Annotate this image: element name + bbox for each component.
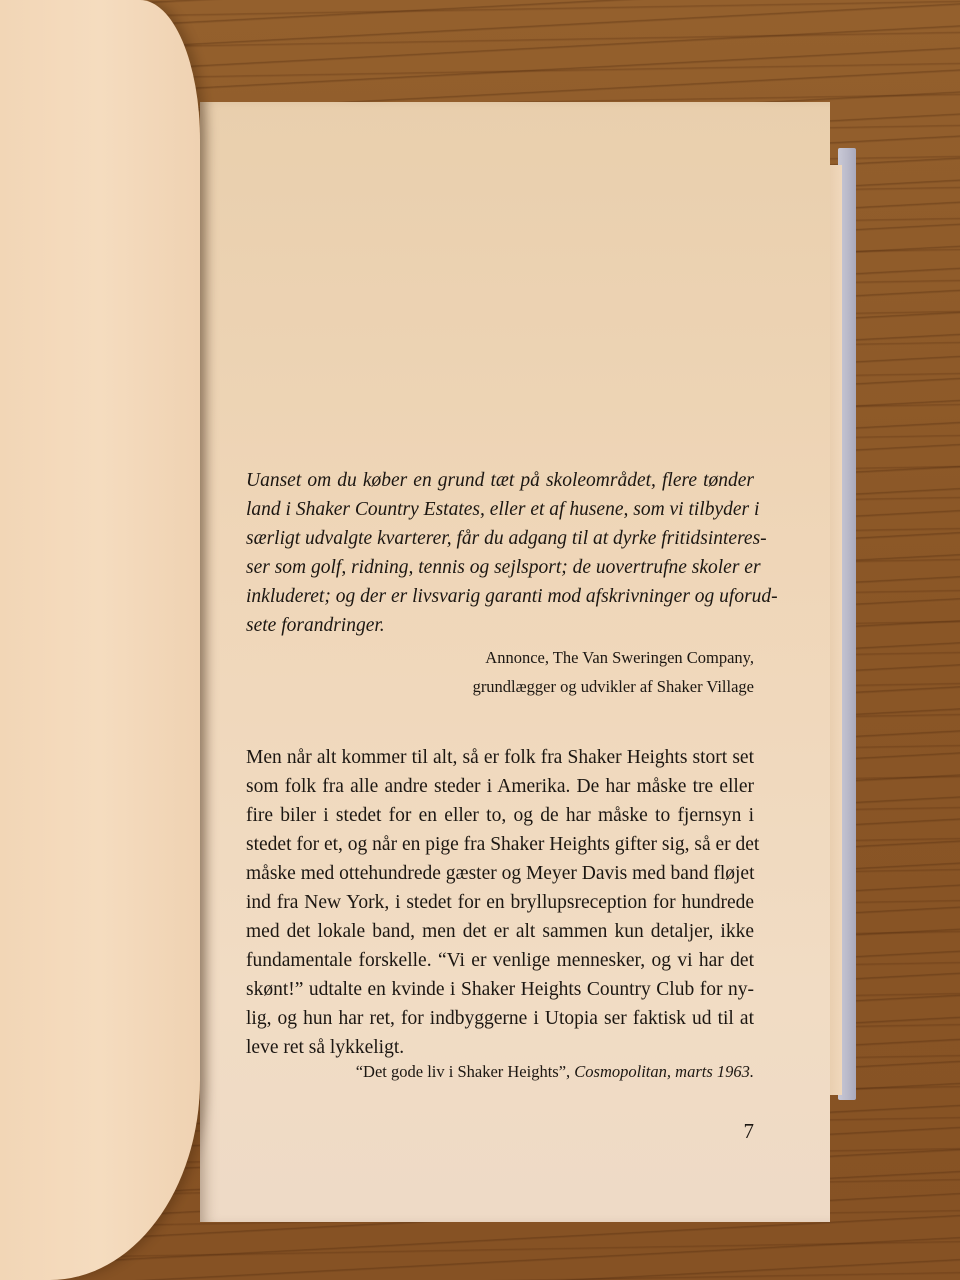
body-line: måske med ottehundrede gæster og Meyer Davis med band fløjet (246, 863, 755, 884)
attribution-line: grundlægger og udvikler af Shaker Village (472, 677, 754, 696)
source-publication: Cosmopolitan, (574, 1062, 672, 1081)
epigraph (246, 466, 778, 640)
body-line: leve ret så lykkeligt. (246, 1037, 405, 1058)
body-quote (246, 743, 760, 1062)
epigraph-line: Uanset om du køber en grund tæt på skoleområdet, flere tønder (246, 470, 754, 491)
page-stack-edge (828, 165, 842, 1095)
body-line: ind fra New York, i stedet for en bryllupsreception for hundrede (246, 892, 754, 913)
left-page (0, 0, 200, 1280)
body-line: som folk fra alle andre steder i Amerika. De har måske tre eller (246, 776, 754, 797)
epigraph-line: ser som golf, ridning, tennis og sejlsport; de uovertrufne skoler er (246, 557, 761, 578)
epigraph-line: sete forandringer. (246, 615, 385, 636)
source-date: marts 1963. (675, 1062, 754, 1081)
body-line: fundamentale forskelle. “Vi er venlige mennesker, og vi har det (246, 950, 754, 971)
body-source (246, 1057, 754, 1086)
attribution-line: Annonce, The Van Sweringen Company, (485, 648, 754, 667)
body-line: Men når alt kommer til alt, så er folk fra Shaker Heights stort set (246, 747, 754, 768)
epigraph-line: land i Shaker Country Estates, eller et af husene, som vi tilbyder i (246, 499, 760, 520)
page-number: 7 (743, 1119, 754, 1143)
right-page (200, 102, 830, 1222)
source-title: “Det gode liv i Shaker Heights”, (355, 1062, 571, 1081)
body-line: lig, og hun har ret, for indbyggerne i Utopia ser faktisk ud til at (246, 1008, 754, 1029)
body-line: skønt!” udtalte en kvinde i Shaker Heights Country Club for ny- (246, 979, 754, 1000)
epigraph-line: inkluderet; og der er livsvarig garanti mod afskrivninger og uforud- (246, 586, 778, 607)
body-line: stedet for et, og når en pige fra Shaker Heights gifter sig, så er det (246, 834, 760, 855)
epigraph-line: særligt udvalgte kvarterer, får du adgang til at dyrke fritidsinteres- (246, 528, 767, 549)
epigraph-attribution (246, 643, 754, 701)
body-line: fire biler i stedet for en eller to, og de har måske to fjernsyn i (246, 805, 754, 826)
body-line: med det lokale band, men det er alt sammen kun detaljer, ikke (246, 921, 754, 942)
